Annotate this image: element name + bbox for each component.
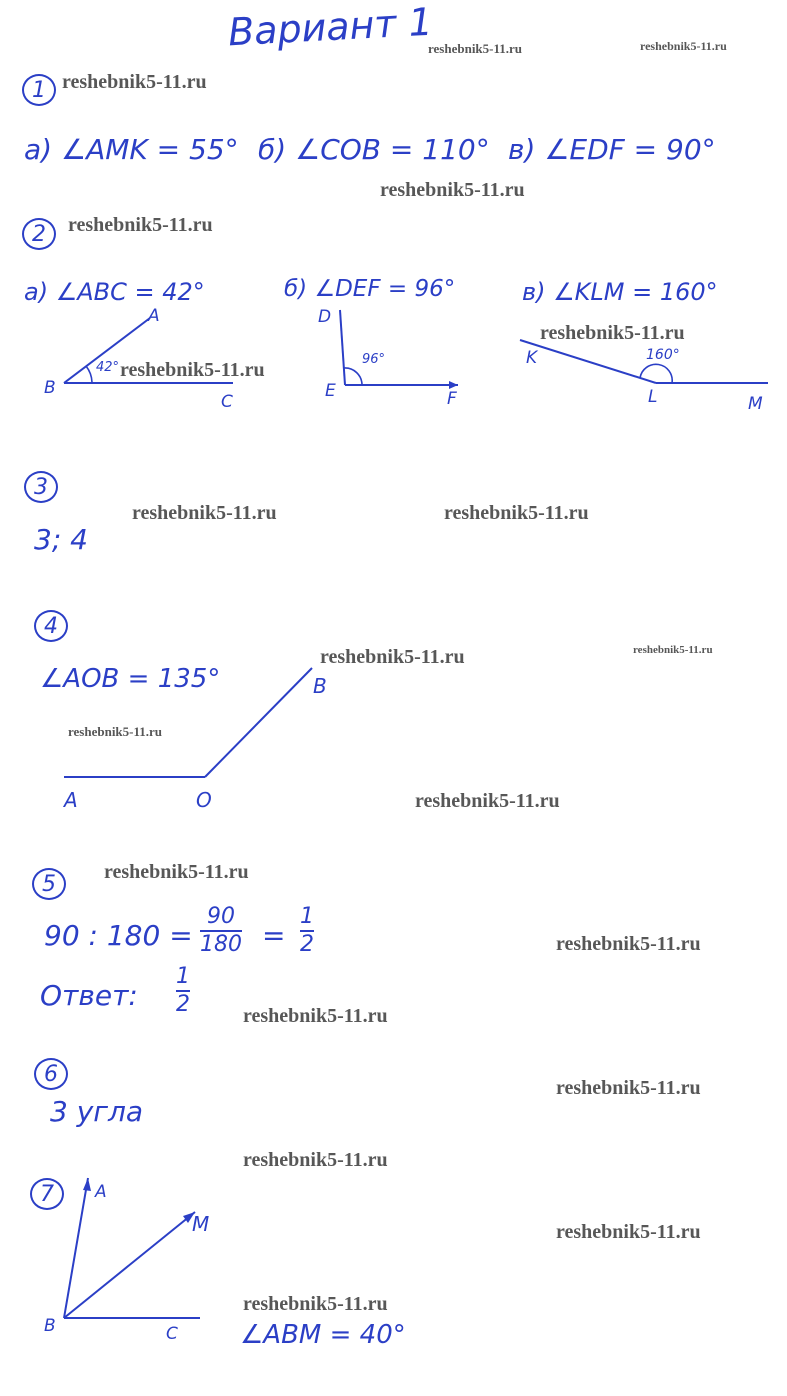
ray-bm-7 bbox=[64, 1212, 195, 1318]
watermark: reshebnik5-11.ru bbox=[243, 1149, 388, 1171]
watermark: reshebnik5-11.ru bbox=[428, 41, 523, 56]
task1-answer-b: б) ∠COB = 110° bbox=[258, 133, 490, 166]
ray-ed bbox=[340, 310, 345, 385]
fraction-90-180 bbox=[200, 906, 242, 956]
vertex-label-b: B bbox=[44, 378, 56, 398]
watermark: reshebnik5-11.ru bbox=[243, 1293, 388, 1315]
vertex-label-e: E bbox=[325, 381, 336, 401]
vertex-label-d: D bbox=[318, 307, 332, 327]
vertex-label-o: O bbox=[196, 788, 212, 812]
task1-answer-a: а) ∠AMK = 55° bbox=[24, 133, 239, 166]
ray-lk bbox=[520, 340, 656, 383]
watermark: reshebnik5-11.ru bbox=[556, 1077, 701, 1099]
fraction-denominator: 2 bbox=[176, 992, 190, 1017]
watermark: reshebnik5-11.ru bbox=[444, 502, 589, 524]
watermark: reshebnik5-11.ru bbox=[556, 1221, 701, 1243]
equals-sign: = bbox=[262, 919, 286, 952]
task7-answer: ∠ABM = 40° bbox=[240, 1320, 406, 1350]
task-number-5: 5 bbox=[32, 868, 66, 900]
task5-equation: 90 : 180 = bbox=[44, 919, 193, 952]
watermark: reshebnik5-11.ru bbox=[68, 214, 213, 236]
vertex-label-b: B bbox=[313, 674, 327, 698]
task4-answer: ∠AOB = 135° bbox=[40, 664, 221, 694]
watermark: reshebnik5-11.ru bbox=[556, 933, 701, 955]
watermark: reshebnik5-11.ru bbox=[104, 861, 249, 883]
fraction-denominator: 2 bbox=[300, 932, 314, 957]
answer-label: Ответ: bbox=[40, 979, 138, 1012]
watermark: reshebnik5-11.ru bbox=[68, 724, 163, 739]
angle-value-label: 42° bbox=[96, 360, 120, 375]
vertex-label-m: M bbox=[192, 1212, 210, 1236]
vertex-label-k: K bbox=[526, 348, 538, 368]
vertex-label-m: M bbox=[748, 394, 763, 414]
task2-answer-a: а) ∠ABC = 42° bbox=[24, 278, 205, 306]
task-number-4: 4 bbox=[34, 610, 68, 642]
watermark: reshebnik5-11.ru bbox=[243, 1005, 388, 1027]
watermark: reshebnik5-11.ru bbox=[320, 646, 465, 668]
fraction-numerator: 90 bbox=[207, 904, 235, 929]
vertex-label-l: L bbox=[648, 387, 658, 407]
angle-arc-def bbox=[344, 368, 362, 385]
vertex-label-a: A bbox=[95, 1182, 107, 1202]
watermark: reshebnik5-11.ru bbox=[633, 644, 713, 656]
page-title: Вариант 1 bbox=[226, 0, 434, 55]
answer-fraction bbox=[176, 966, 190, 1016]
watermark: reshebnik5-11.ru bbox=[415, 790, 560, 812]
task1-answer-c: в) ∠EDF = 90° bbox=[508, 133, 716, 166]
task-number-2: 2 bbox=[22, 218, 56, 250]
watermark: reshebnik5-11.ru bbox=[540, 322, 685, 344]
watermark: reshebnik5-11.ru bbox=[640, 39, 727, 53]
task2-answer-c: в) ∠KLM = 160° bbox=[522, 278, 718, 306]
vertex-label-b: B bbox=[44, 1316, 56, 1336]
ray-ba-7 bbox=[64, 1178, 88, 1318]
task6-answer: 3 угла bbox=[50, 1095, 144, 1128]
watermark: reshebnik5-11.ru bbox=[380, 179, 525, 201]
watermark: reshebnik5-11.ru bbox=[120, 359, 265, 381]
watermark: reshebnik5-11.ru bbox=[132, 502, 277, 524]
angle-value-label: 96° bbox=[362, 352, 386, 367]
task-number-7: 7 bbox=[30, 1178, 64, 1210]
vertex-label-a: A bbox=[64, 788, 78, 812]
task-number-3: 3 bbox=[24, 471, 58, 503]
task2-answer-b: б) ∠DEF = 96° bbox=[284, 276, 456, 302]
angle-arc-abc bbox=[86, 366, 92, 383]
vertex-label-c: C bbox=[221, 392, 233, 412]
vertex-label-a: A bbox=[148, 306, 160, 326]
task-number-6: 6 bbox=[34, 1058, 68, 1090]
vertex-label-f: F bbox=[447, 389, 457, 409]
fraction-numerator: 1 bbox=[300, 904, 314, 929]
watermark: reshebnik5-11.ru bbox=[62, 71, 207, 93]
task-number-1: 1 bbox=[22, 74, 56, 106]
arrow-f bbox=[449, 381, 458, 389]
vertex-label-c: C bbox=[166, 1324, 178, 1344]
fraction-1-2 bbox=[300, 906, 314, 956]
fraction-denominator: 180 bbox=[200, 932, 242, 957]
angle-value-label: 160° bbox=[646, 347, 680, 363]
task3-answer: 3; 4 bbox=[34, 523, 88, 556]
ray-ob bbox=[205, 668, 312, 777]
fraction-numerator: 1 bbox=[176, 964, 190, 989]
